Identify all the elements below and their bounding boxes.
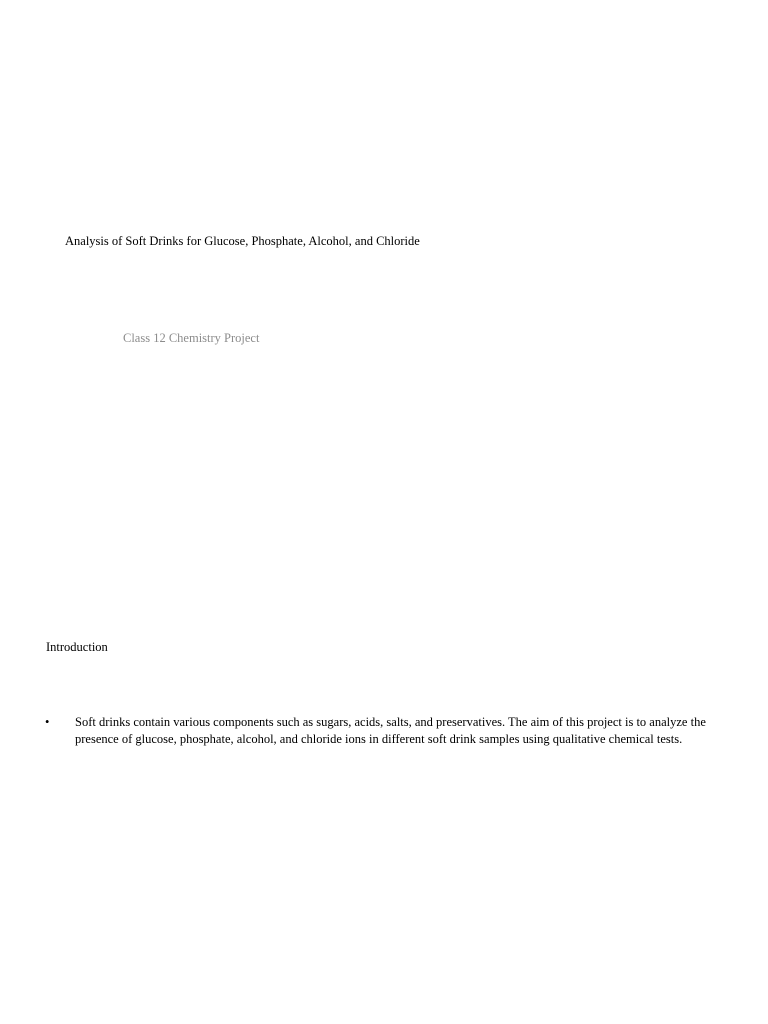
document-subtitle: Class 12 Chemistry Project bbox=[123, 331, 260, 345]
bullet-icon: • bbox=[45, 715, 50, 729]
section-heading-introduction: Introduction bbox=[46, 640, 108, 654]
introduction-bullet-list bbox=[0, 714, 768, 748]
document-title: Analysis of Soft Drinks for Glucose, Phosphate, Alcohol, and Chloride bbox=[65, 234, 420, 248]
list-item bbox=[0, 714, 768, 748]
bullet-text: Soft drinks contain various components such as sugars, acids, salts, and preservatives. The aim of this project is to analyze the presence of glucose, phosphate, alcohol, and chloride ions in different soft drink samples using qualitative chemical tests. bbox=[75, 715, 706, 746]
